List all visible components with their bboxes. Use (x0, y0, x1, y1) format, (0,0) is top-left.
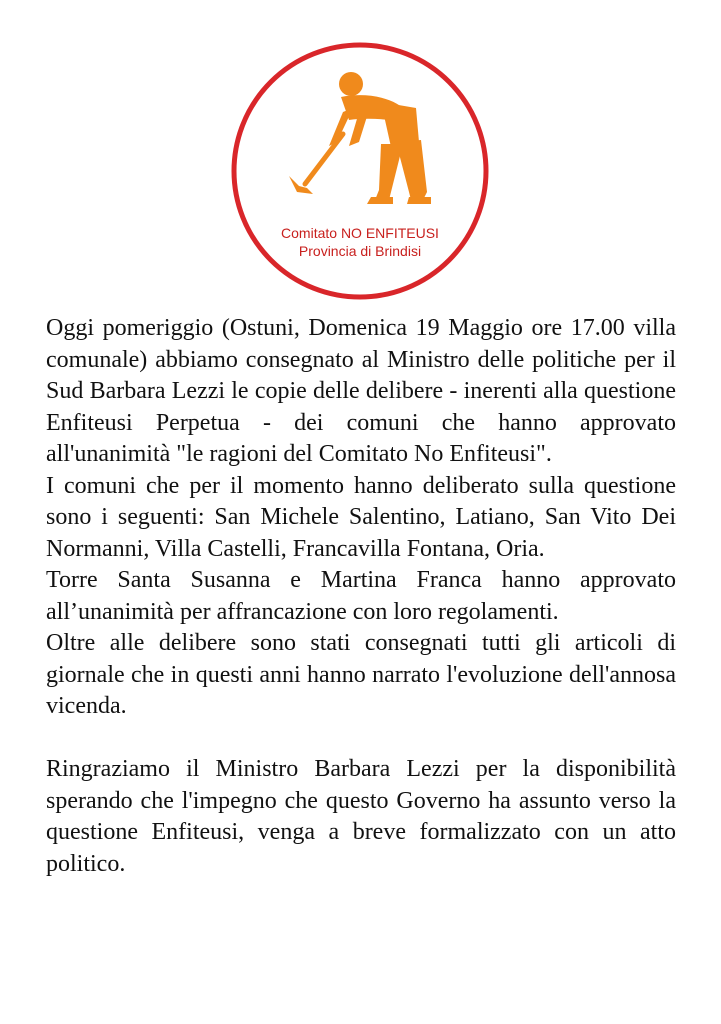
document-body (46, 313, 676, 880)
logo-emblem (231, 42, 489, 300)
logo-subtitle: Provincia di Brindisi (298, 243, 422, 259)
paragraph-articles: Oltre alle delibere sono stati consegnati tutti gli articoli di giornale che in questi anni hanno narrato l'evoluzione dell'annosa vicenda. (46, 630, 676, 719)
paragraph-spacer (46, 723, 676, 755)
paragraph-delivery: Oggi pomeriggio (Ostuni, Domenica 19 Maggio ore 17.00 villa comunale) abbiamo consegnato al Ministro delle politiche per il Sud Barbara Lezzi le copie delle delibere - inerenti alla questione Enfiteusi Perpetua - dei comuni che hanno approvato all'unanimità "le ragioni del Comitato No Enfiteusi". (46, 315, 676, 467)
paragraph-torre-martina: Torre Santa Susanna e Martina Franca hanno approvato all’unanimità per affrancazione con loro regolamenti. (46, 567, 676, 625)
logo-title: Comitato NO ENFITEUSI (281, 225, 439, 241)
paragraph-municipalities: I comuni che per il momento hanno deliberato sulla questione sono i seguenti: San Michele Salentino, Latiano, San Vito Dei Normanni, Villa Castelli, Francavilla Fontana, Oria. (46, 472, 676, 562)
committee-logo (231, 42, 489, 300)
paragraph-thanks: Ringraziamo il Ministro Barbara Lezzi per la disponibilità sperando che l'impegno che questo Governo ha assunto verso la questione Enfiteusi, venga a breve formalizzato con un atto politico. (46, 756, 676, 877)
